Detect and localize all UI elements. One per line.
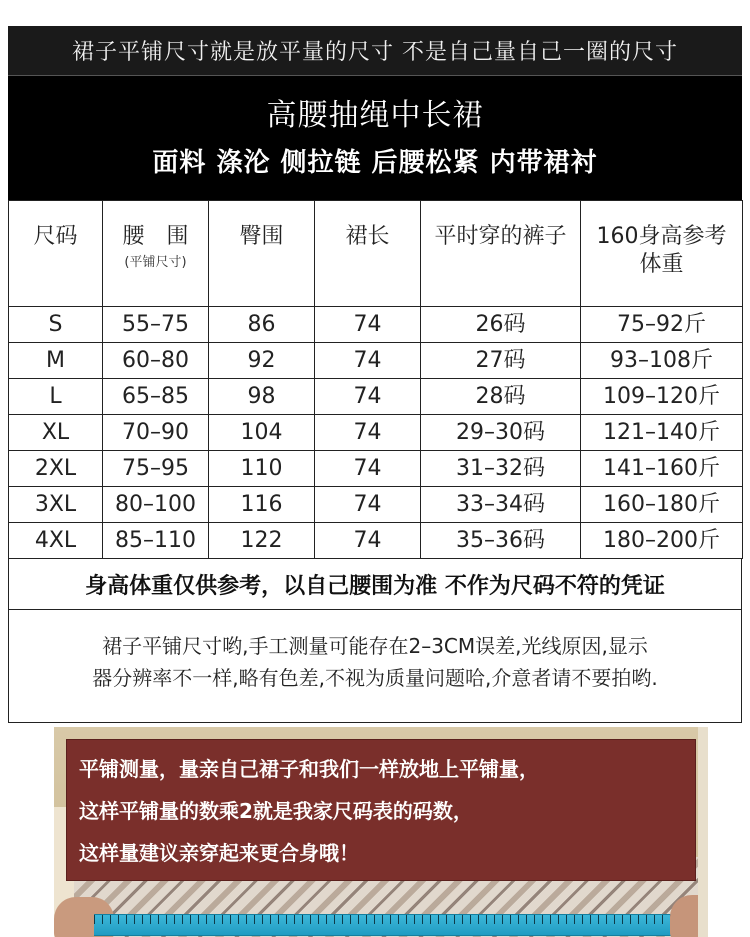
cell-weight: 109–120斤 [581,379,743,415]
table-row [9,523,743,559]
cell-hip: 104 [209,415,315,451]
cell-size: M [9,343,103,379]
cell-pants: 26码 [421,307,581,343]
cell-size: S [9,307,103,343]
disclaimer-line: 裙子平铺尺寸哟,手工测量可能存在2–3CM误差,光线原因,显示 [102,634,648,658]
cell-length: 74 [315,451,421,487]
table-header-row [9,201,743,307]
cell-hip: 110 [209,451,315,487]
caption-line: 这样量建议亲穿起来更合身哦！ [79,841,359,865]
cell-waist: 80–100 [103,487,209,523]
table-row [9,379,743,415]
cell-length: 74 [315,415,421,451]
cell-waist: 85–110 [103,523,209,559]
table-row [9,415,743,451]
cell-weight: 93–108斤 [581,343,743,379]
cell-waist: 55–75 [103,307,209,343]
cell-waist: 70–90 [103,415,209,451]
cell-size: 4XL [9,523,103,559]
cell-pants: 33–34码 [421,487,581,523]
measurement-disclaimer [8,610,742,723]
cell-hip: 86 [209,307,315,343]
cell-waist: 60–80 [103,343,209,379]
table-row [9,487,743,523]
caption-line: 这样平铺量的数乘2就是我家尺码表的码数， [79,799,473,823]
cell-waist: 75–95 [103,451,209,487]
cell-pants: 27码 [421,343,581,379]
cell-hip: 92 [209,343,315,379]
header-weight: 160身高参考体重 [581,201,743,307]
cell-weight: 121–140斤 [581,415,743,451]
measuring-photo [54,727,708,937]
header-hip: 臀围 [209,201,315,307]
table-row [9,343,743,379]
size-chart [8,26,742,723]
table-row [9,451,743,487]
cell-length: 74 [315,307,421,343]
cell-length: 74 [315,523,421,559]
measuring-tape-image [94,914,694,936]
caption-line: 平铺测量，量亲自己裙子和我们一样放地上平铺量， [79,757,539,781]
cell-hip: 98 [209,379,315,415]
cell-weight: 75–92斤 [581,307,743,343]
cell-pants: 29–30码 [421,415,581,451]
cell-length: 74 [315,487,421,523]
cell-pants: 31–32码 [421,451,581,487]
cell-hip: 122 [209,523,315,559]
header-length: 裙长 [315,201,421,307]
top-banner: 裙子平铺尺寸就是放平量的尺寸 不是自己量自己一圈的尺寸 [8,26,742,76]
measuring-caption [66,739,696,881]
cell-waist: 65–85 [103,379,209,415]
title-block [8,76,742,200]
cell-size: 3XL [9,487,103,523]
cell-size: L [9,379,103,415]
cell-length: 74 [315,343,421,379]
cell-weight: 141–160斤 [581,451,743,487]
cell-pants: 35–36码 [421,523,581,559]
header-pants: 平时穿的裤子 [421,201,581,307]
disclaimer-line: 器分辨率不一样,略有色差,不视为质量问题哈,介意者请不要拍哟. [92,666,658,690]
cell-length: 74 [315,379,421,415]
header-waist: 腰 围 (平铺尺寸) [103,201,209,307]
product-title: 高腰抽绳中长裙 [266,98,484,133]
cell-size: XL [9,415,103,451]
size-table [8,200,743,559]
header-size: 尺码 [9,201,103,307]
header-waist-sub: (平铺尺寸) [124,255,187,270]
cell-weight: 160–180斤 [581,487,743,523]
cell-hip: 116 [209,487,315,523]
table-row [9,307,743,343]
cell-pants: 28码 [421,379,581,415]
product-subtitle: 面料 涤沦 侧拉链 后腰松紧 内带裙衬 [152,148,598,178]
cell-size: 2XL [9,451,103,487]
reference-note: 身高体重仅供参考，以自己腰围为准 不作为尺码不符的凭证 [8,559,742,610]
cell-weight: 180–200斤 [581,523,743,559]
